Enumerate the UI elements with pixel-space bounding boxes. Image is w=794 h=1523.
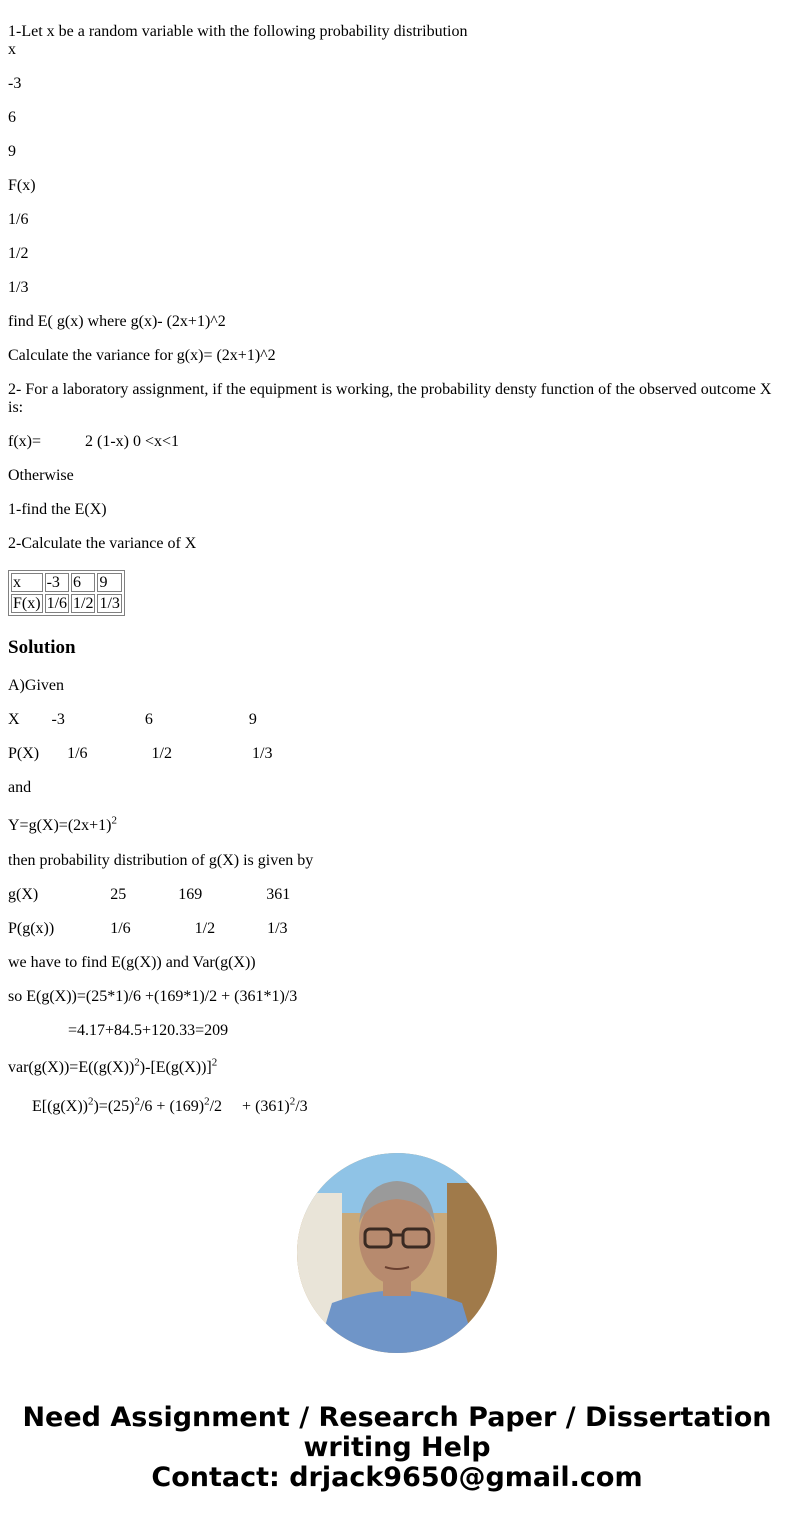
q2-pdf: f(x)= 2 (1-x) 0 <x<1 <box>8 433 180 450</box>
then-line: then probability distribution of g(X) is given by <box>8 852 314 869</box>
table-cell: x <box>11 573 43 592</box>
q1-intro: 1-Let x be a random variable with the following probability distribution <box>8 23 468 40</box>
we-have-line: we have to find E(g(X)) and Var(g(X)) <box>8 954 256 971</box>
list-item: 6 <box>8 109 16 126</box>
exponent: 2 <box>289 1095 296 1108</box>
variance-formula <box>8 1056 218 1077</box>
probability-table <box>8 570 125 616</box>
list-item: 9 <box>8 143 16 160</box>
exponent: 2 <box>134 1056 140 1069</box>
exponent: 2 <box>204 1095 210 1108</box>
contact-email: Contact: drjack9650@gmail.com <box>151 1462 643 1493</box>
y-definition <box>8 814 117 835</box>
pgx-values-row: P(g(x)) 1/6 1/2 1/3 <box>8 920 288 937</box>
exponent: 2 <box>211 1056 218 1069</box>
gx-values-row: g(X) 25 169 361 <box>8 886 291 903</box>
exponent: 2 <box>111 814 117 827</box>
banner-line: writing Help <box>303 1432 491 1463</box>
q1-find: find E( g(x) where g(x)- (2x+1)^2 <box>8 313 226 330</box>
formula-part: )-[E(g(X))] <box>139 1059 212 1076</box>
shirt <box>317 1291 477 1354</box>
table-cell: 1/6 <box>46 595 68 612</box>
table-cell: F(x) <box>13 595 41 612</box>
formula-part: /3 <box>295 1098 308 1115</box>
author-portrait <box>297 1153 497 1353</box>
table-cell: 1/3 <box>99 595 120 612</box>
and-line: and <box>8 779 32 796</box>
table-cell: 9 <box>97 573 121 592</box>
formula-part: /2 + (361) <box>209 1098 290 1115</box>
formula-part: /6 + (169) <box>139 1098 205 1115</box>
list-item: F(x) <box>8 177 36 194</box>
expectation-line: so E(g(X))=(25*1)/6 +(169*1)/2 + (361*1)/3 <box>8 988 298 1005</box>
help-banner <box>0 1403 794 1493</box>
exponent: 2 <box>134 1095 140 1108</box>
list-item: -3 <box>8 75 22 92</box>
banner-line: Need Assignment / Research Paper / Dissertation <box>22 1402 772 1433</box>
table-cell: 1/2 <box>73 595 94 612</box>
formula-part: var(g(X))=E((g(X)) <box>8 1059 135 1076</box>
q2-find: 1-find the E(X) <box>8 501 107 518</box>
expectation-result: =4.17+84.5+120.33=209 <box>8 1022 229 1039</box>
y-definition-text: Y=g(X)=(2x+1) <box>8 817 112 834</box>
table-row <box>11 573 122 592</box>
formula-part: )=(25) <box>93 1098 135 1115</box>
given-line: A)Given <box>8 677 64 694</box>
table-row <box>11 594 122 613</box>
author-avatar <box>297 1153 497 1353</box>
list-item: 1/6 <box>8 211 29 228</box>
list-item: 1/3 <box>8 279 29 296</box>
solution-heading: Solution <box>8 637 76 658</box>
px-values-row: P(X) 1/6 1/2 1/3 <box>8 745 273 762</box>
formula-part: E[(g(X)) <box>8 1098 88 1115</box>
list-item: 1/2 <box>8 245 29 262</box>
table-cell: -3 <box>45 573 69 592</box>
x-values-row: X -3 6 9 <box>8 711 257 728</box>
q2-otherwise: Otherwise <box>8 467 74 484</box>
q2-intro: 2- For a laboratory assignment, if the equipment is working, the probability densty function of the observed outcome X is: <box>8 381 772 416</box>
exponent: 2 <box>87 1095 94 1108</box>
table-cell: 6 <box>71 573 95 592</box>
list-item: x <box>8 41 16 58</box>
second-moment-formula <box>8 1095 308 1116</box>
q1-variance: Calculate the variance for g(x)= (2x+1)^2 <box>8 347 276 364</box>
q2-variance: 2-Calculate the variance of X <box>8 535 197 552</box>
